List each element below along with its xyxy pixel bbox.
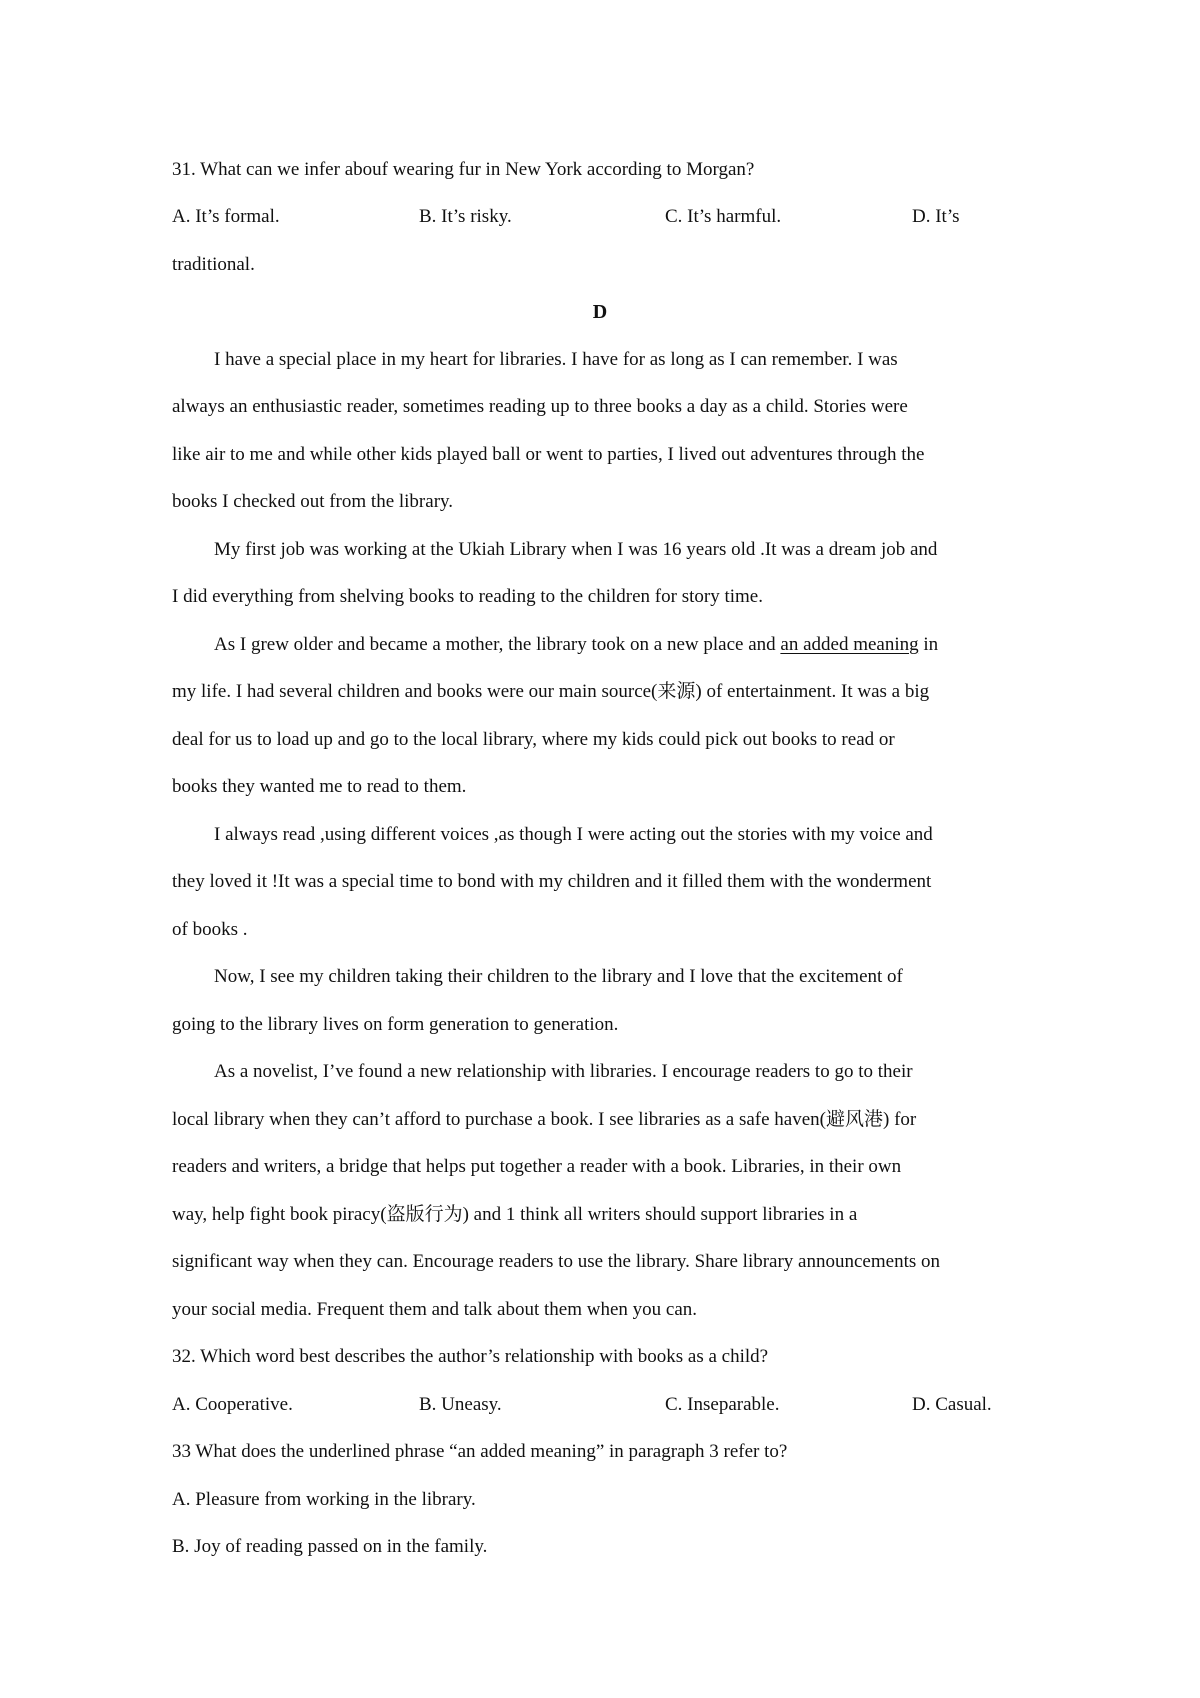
passage-line: going to the library lives on form generation to generation. — [172, 1014, 619, 1035]
q31-option-c: C. It’s harmful. — [665, 206, 782, 227]
q33-option-b: B. Joy of reading passed on in the family. — [172, 1536, 488, 1557]
passage-text: As I grew older and became a mother, the library took on a new place and — [214, 634, 781, 655]
passage-line: they loved it !It was a special time to bond with my children and it filled them with the wonderment — [172, 871, 932, 892]
passage-line: always an enthusiastic reader, sometimes reading up to three books a day as a child. Stories were — [172, 396, 908, 417]
underlined-phrase: an added meaning — [780, 634, 919, 655]
passage-line: like air to me and while other kids played ball or went to parties, I lived out adventures through the — [172, 444, 925, 465]
passage-text: in — [918, 634, 939, 655]
passage-line: I have a special place in my heart for libraries. I have for as long as I can remember. I was — [214, 349, 898, 370]
passage-line: As a novelist, I’ve found a new relationship with libraries. I encourage readers to go to their — [214, 1061, 913, 1082]
passage-line: I did everything from shelving books to reading to the children for story time. — [172, 586, 763, 607]
q32-option-c: C. Inseparable. — [665, 1394, 780, 1415]
q31-option-d: D. It’s — [912, 206, 960, 227]
passage-line: books I checked out from the library. — [172, 491, 454, 512]
q32-option-a: A. Cooperative. — [172, 1394, 293, 1415]
passage-line: way, help fight book piracy(盗版行为) and 1 think all writers should support libraries in a — [172, 1204, 858, 1225]
question-33: 33 What does the underlined phrase “an added meaning” in paragraph 3 refer to? — [172, 1441, 788, 1462]
passage-line: readers and writers, a bridge that helps put together a reader with a book. Libraries, in their own — [172, 1156, 902, 1177]
passage-line: significant way when they can. Encourage readers to use the library. Share library announcements on — [172, 1251, 940, 1272]
passage-line: Now, I see my children taking their children to the library and I love that the excitement of — [214, 966, 903, 987]
passage-line — [214, 633, 938, 657]
q31-option-d-wrap: traditional. — [172, 254, 255, 275]
passage-line: of books . — [172, 919, 248, 940]
q32-option-d: D. Casual. — [912, 1394, 992, 1415]
question-32: 32. Which word best describes the author’s relationship with books as a child? — [172, 1346, 769, 1367]
passage-line: deal for us to load up and go to the local library, where my kids could pick out books to read or — [172, 729, 895, 750]
passage-line: books they wanted me to read to them. — [172, 776, 467, 797]
passage-line: my life. I had several children and books were our main source(来源) of entertainment. It was a big — [172, 681, 930, 702]
section-heading: D — [592, 301, 608, 323]
passage-line: local library when they can’t afford to purchase a book. I see libraries as a safe haven(避风港) for — [172, 1109, 917, 1130]
passage-line: I always read ,using different voices ,as though I were acting out the stories with my voice and — [214, 824, 933, 845]
q31-option-b: B. It’s risky. — [419, 206, 512, 227]
passage-line: your social media. Frequent them and talk about them when you can. — [172, 1299, 697, 1320]
q32-option-b: B. Uneasy. — [419, 1394, 502, 1415]
q33-option-a: A. Pleasure from working in the library. — [172, 1489, 476, 1510]
question-31: 31. What can we infer abouf wearing fur in New York according to Morgan? — [172, 159, 755, 180]
q31-option-a: A. It’s formal. — [172, 206, 280, 227]
passage-line: My first job was working at the Ukiah Library when I was 16 years old .It was a dream job and — [214, 539, 938, 560]
